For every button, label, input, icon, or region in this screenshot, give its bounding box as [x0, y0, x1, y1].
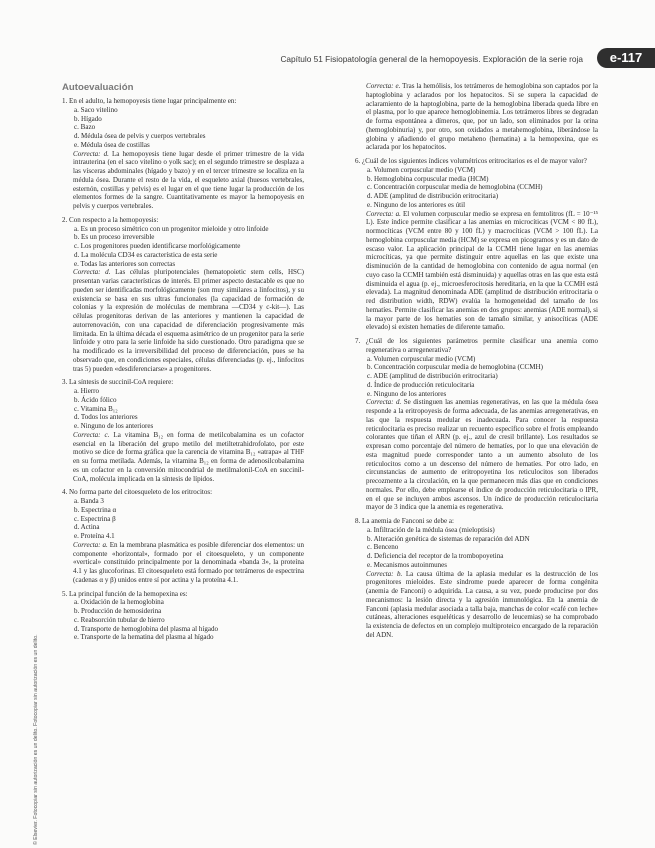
answer-option: d. Todos los anteriores [74, 413, 138, 422]
page-number-tab: e-117 [597, 48, 655, 68]
answer-option: b. Es un proceso irreversible [74, 233, 155, 242]
answer-explanation [62, 150, 304, 211]
answer-option: c. Bazo [74, 123, 96, 132]
answer-option: d. La molécula CD34 es característica de esta serie [74, 250, 218, 259]
answer-explanation [62, 268, 304, 373]
answer-option: c. ADE (amplitud de distribución eritrocitaria) [367, 372, 498, 380]
answer-option: b. Hígado [74, 114, 102, 123]
answer-option: c. Reabsorción tubular de hierro [74, 615, 165, 624]
correct-answer-label: Correcta: a. [366, 209, 401, 218]
answer-option: e. Todas las anteriores son correctas [74, 259, 176, 268]
answer-explanation [355, 210, 598, 333]
answer-option: e. Médula ósea de costillas [74, 140, 150, 149]
answer-option: d. Transporte de hemoglobina del plasma al hígado [74, 624, 219, 633]
answer-option: d. Médula ósea de pelvis y cuerpos vertebrales [74, 132, 206, 140]
answer-explanation [355, 398, 598, 512]
explanation-text: Las células pluripotenciales (hematopoietic stem cells, HSC) presentan varias características de interés. El primer aspecto destacable es que no pueden ser identificadas morfológicamente (son muy similares a linfocitos), y su existencia se basa en sus ultras funcionales (la capacidad de formación de colonias y la expresión de moléculas de membrana —CD34 y c-kit—). Las células progenitoras derivan de las anteriores y mantienen la capacidad de autorrenovación, con una capacidad de diferenciación progresivamente más limitada. En la última década el esquema asimétrico de un progenitor para la serie linfoide y otro para la serie linfoide ha sido cuestionado. Otro paradigma que se ha modificado es la irreversibilidad del proceso de diferenciación, pues se ha observado que, en condiciones especiales, células diferenciadas (p. ej., linfocitos tras 5) pueden «desdiferenciarse» a progenitores. [73, 268, 305, 373]
right-question-list [355, 82, 598, 640]
answer-option: a. Infiltración de la médula ósea (mieloptisis) [367, 525, 495, 534]
answer-option: d. Índice de producción reticulocitaria [367, 380, 475, 389]
answer-option: e. Ninguno de los anteriores [367, 389, 447, 398]
answer-option: b. Producción de hemosiderina [74, 607, 162, 615]
copyright-side-note: © Elsevier. Fotocopiar sin autorización es un delito. Fotocopiar sin autorización es un delito. [33, 634, 39, 845]
answer-option: a. Volumen corpuscular medio (VCM) [367, 165, 476, 174]
question-stem: 2. Con respecto a la hemopoyesis: [62, 215, 159, 224]
question-item [62, 590, 304, 643]
correct-answer-label: Correcta: d. [366, 398, 402, 407]
answer-option: a. Banda 3 [74, 497, 104, 505]
answer-option: b. Hemoglobina corpuscular media (HCM) [367, 174, 489, 183]
answer-option: d. Deficiencia del receptor de la trombopoyetina [367, 552, 504, 560]
question-stem: 8. La anemia de Fanconi se debe a: [355, 517, 455, 525]
question-item [62, 97, 304, 211]
explanation-text: En la membrana plasmática es posible diferenciar dos elementos: un componente «horizontal», formado por el citoesqueleto, y un componente «vertical» constituido principalmente por la denominada «banda 3», la proteína 4.1 y las glucoforinas. El citoesqueleto está formado por tetrámeros de espectrina (cadenas α y β) unidos entre sí por actina y la proteína 4.1. [73, 540, 305, 584]
explanation-text: La causa última de la aplasia medular es la destrucción de los progenitores mieloides. Este síndrome puede aparecer de forma congénita (anemia de Fanconi) o adquirida. La causa, a su vez, puede producirse por dos mecanismos: la lesión directa y la agresión inmunológica. En la anemia de Fanconi (aplasia medular asociada a talla baja, manchas de color «café con leche» cutáneas, alteraciones esqueléticas y desarrollo de leucemias) se ha comprobado la existencia de defectos en un complejo multiproteico encargado de la reparación del ADN. [366, 569, 599, 639]
answer-option: c. Espectrina β [74, 514, 116, 523]
answer-option: a. Es un proceso simétrico con un progenitor mieloide y otro linfoide [74, 224, 269, 233]
answer-option: a. Oxidación de la hemoglobina [74, 598, 164, 607]
answer-option: d. Actina [74, 523, 100, 532]
question-stem: 4. No forma parte del citoesqueleto de los eritrocitos: [62, 488, 213, 497]
answer-option: e. Transporte de la hematina del plasma al hígado [74, 633, 214, 642]
correct-answer-label: Correcta: a. [73, 540, 108, 549]
question-item [355, 517, 598, 640]
answer-option: b. Espectrina α [74, 505, 117, 514]
answer-explanation [62, 431, 304, 484]
answer-option: b. Alteración genética de sistemas de reparación del ADN [367, 534, 530, 543]
answer-option: e. Mecanismos autoinmunes [367, 560, 448, 569]
explanation-text: El volumen corpuscular medio se expresa en femtolitros (fL = 10⁻¹⁵ L). Este índice permite clasificar a las anemias en microcíticas (VCM < 80 fL), normocíticas (VCM entre 80 y 100 fL) y macrocíticas (VCM > 100 fL). La hemoglobina corpuscular media (HCM) se expresa en picogramos y es un dato de escaso valor. La aplicación principal de la CCMH tiene lugar en las anemias microcíticas, ya que permite distinguir entre aquellas en las que existe una disminución de la cantidad de hemoglobina con contenido de agua normal (en cuyo caso la CCMH también está disminuida) y aquellas otras en las que esta está disminuida el agua (p. ej., microesferocitosis hereditaria, en la que la CCMH está elevada). La magnitud denominada ADE (amplitud de distribución eritrocitaria o red distribution width, RDW) evalúa la homogeneidad del tamaño de los hematíes. Permite clasificar las anemias en dos grupos: anemias (ADE normal), si la mayor parte de los hematíes son de tamaño similar, y anisocíticas (ADE elevado) si existen hematíes de diferente tamaño. [366, 209, 598, 332]
question-item [62, 488, 304, 584]
correct-answer-label: Correcta: c. [73, 430, 110, 439]
answer-option: a. Saco vitelino [74, 105, 118, 114]
correct-answer-label: Correcta: e. [366, 82, 401, 90]
question-item [355, 82, 598, 152]
answer-option: c. Benceno [367, 543, 399, 552]
answer-explanation [62, 541, 304, 585]
question-item [62, 378, 304, 483]
answer-option: d. ADE (amplitud de distribución eritrocitaria) [367, 192, 499, 200]
explanation-text: Tras la hemólisis, los tetrámeros de hemoglobina son captados por la haptoglobina y aclarados por los hepatocitos. Si se supera la capacidad de aclaramiento de la haptoglobina, parte de la hemoglobina liberada queda libre en el plasma, por lo que aparece hemoglobinemia. Los tetrámeros libres se degradan de forma espontánea a dímeros, que, por un lado, son eliminados por la orina (hemoglobinuria) y, por otro, son oxidados a metahemoglobina, liberándose la globina y añadiendo el grupo metaheno (hematina) a la hemopexina, que es aclarada por los hepatocitos. [366, 82, 598, 152]
question-stem: 7. ¿Cuál de los siguientes parámetros permite clasificar una anemia como regenerativa o arregenerativa? [355, 337, 598, 354]
explanation-text: Se distinguen las anemias regenerativas, en las que la médula ósea responde a la eritropoyesis de forma adecuada, de las anemias arregenerativas, en las que la respuesta medular es inadecuada. Para conocer la respuesta reticulocitaria es preciso realizar un recuento específico sobre el frotis empleando colorantes que tiñan el ARN (p. ej., azul de cresil brillante). Los resultados se expresan como porcentaje del número de hematíes, por lo que una elevación de esta magnitud puede corresponder tanto a un aumento absoluto de los reticulocitos como a un descenso del número de hematíes. Por otro lado, en circunstancias de aumento de eritropoyetina los reticulocitos son liberados precozmente a la circulación, en la que permanecen más días que en condiciones normales. Por ello, debe emplearse el índice de producción reticulocitaria o IPR, en el que se incluyen ambos ascensos. Un índice de producción reticulocitaria mayor de 3 indica que la anemia es regenerativa. [366, 398, 599, 512]
question-stem: 6. ¿Cuál de los siguientes índices volumétricos eritrocitarios es el de mayor valor? [355, 157, 587, 165]
correct-answer-label: Correcta: d. [73, 149, 109, 158]
explanation-text: La vitamina B₁₂ en forma de metilcobalamina es un cofactor esencial en la liberación del grupo metilo del metiltetrahidrofolato, por este motivo se dice de forma gráfica que la carencia de vitamina B₁₂ «atrapa» al THF en su forma metilada. Además, la vitamina B₁₂ en forma de adenosilcobalamina es un cofactor en la conversión mitocondrial de metilmalonil-CoA en succinil-CoA, molécula implicada en la síntesis de lípidos. [73, 430, 304, 483]
correct-answer-label: Correcta: d. [73, 268, 111, 277]
answer-explanation [355, 82, 598, 152]
answer-option: a. Hierro [74, 387, 100, 395]
left-column [62, 82, 304, 647]
answer-option: b. Concentración corpuscular media de hemoglobina (CCMH) [367, 363, 543, 372]
explanation-text: La hemopoyesis tiene lugar desde el primer trimestre de la vida intrauterina (en el saco vitelino o yolk sac); en el segundo trimestre se desplaza a las vísceras abdominales (hígado y bazo) y en el tercer trimestre se localiza en la médula ósea. Durante el resto de la vida, el esqueleto axial (huesos vertebrales, esternón, costillas y pelvis) es el lugar en el que tiene lugar la producción de los elementos formes de la sangre. Cuantitativamente es mayor la hemopoyesis en pelvis y cuerpos vertebrales. [73, 149, 304, 210]
answer-option: c. Concentración corpuscular media de hemoglobina (CCMH) [367, 183, 543, 192]
question-item [355, 337, 598, 512]
answer-option: e. Proteína 4.1 [74, 532, 115, 540]
question-stem: 5. La principal función de la hemopexina es: [62, 589, 188, 598]
answer-explanation [355, 570, 598, 640]
section-title: Autoevaluación [62, 82, 134, 93]
running-head: Capítulo 51 Fisiopatología general de la hemopoyesis. Exploración de la serie roja [280, 54, 583, 64]
question-stem: 1. En el adulto, la hemopoyesis tiene lugar principalmente en: [62, 97, 237, 105]
answer-option: c. Los progenitores pueden identificarse morfológicamente [74, 242, 241, 250]
answer-option: a. Volumen corpuscular medio (VCM) [367, 354, 476, 363]
answer-option: e. Ninguno de los anteriores [74, 422, 154, 430]
question-item [355, 157, 598, 332]
answer-option: e. Ninguno de los anteriores es útil [367, 200, 466, 209]
answer-option: c. Vitamina B₁₂ [74, 404, 118, 413]
question-item [62, 216, 304, 374]
answer-option: b. Ácido fólico [74, 395, 117, 404]
correct-answer-label: Correcta: b. [366, 569, 403, 578]
question-stem: 3. La síntesis de succinil-CoA requiere: [62, 378, 174, 387]
left-question-list [62, 97, 304, 642]
right-column [355, 82, 598, 645]
